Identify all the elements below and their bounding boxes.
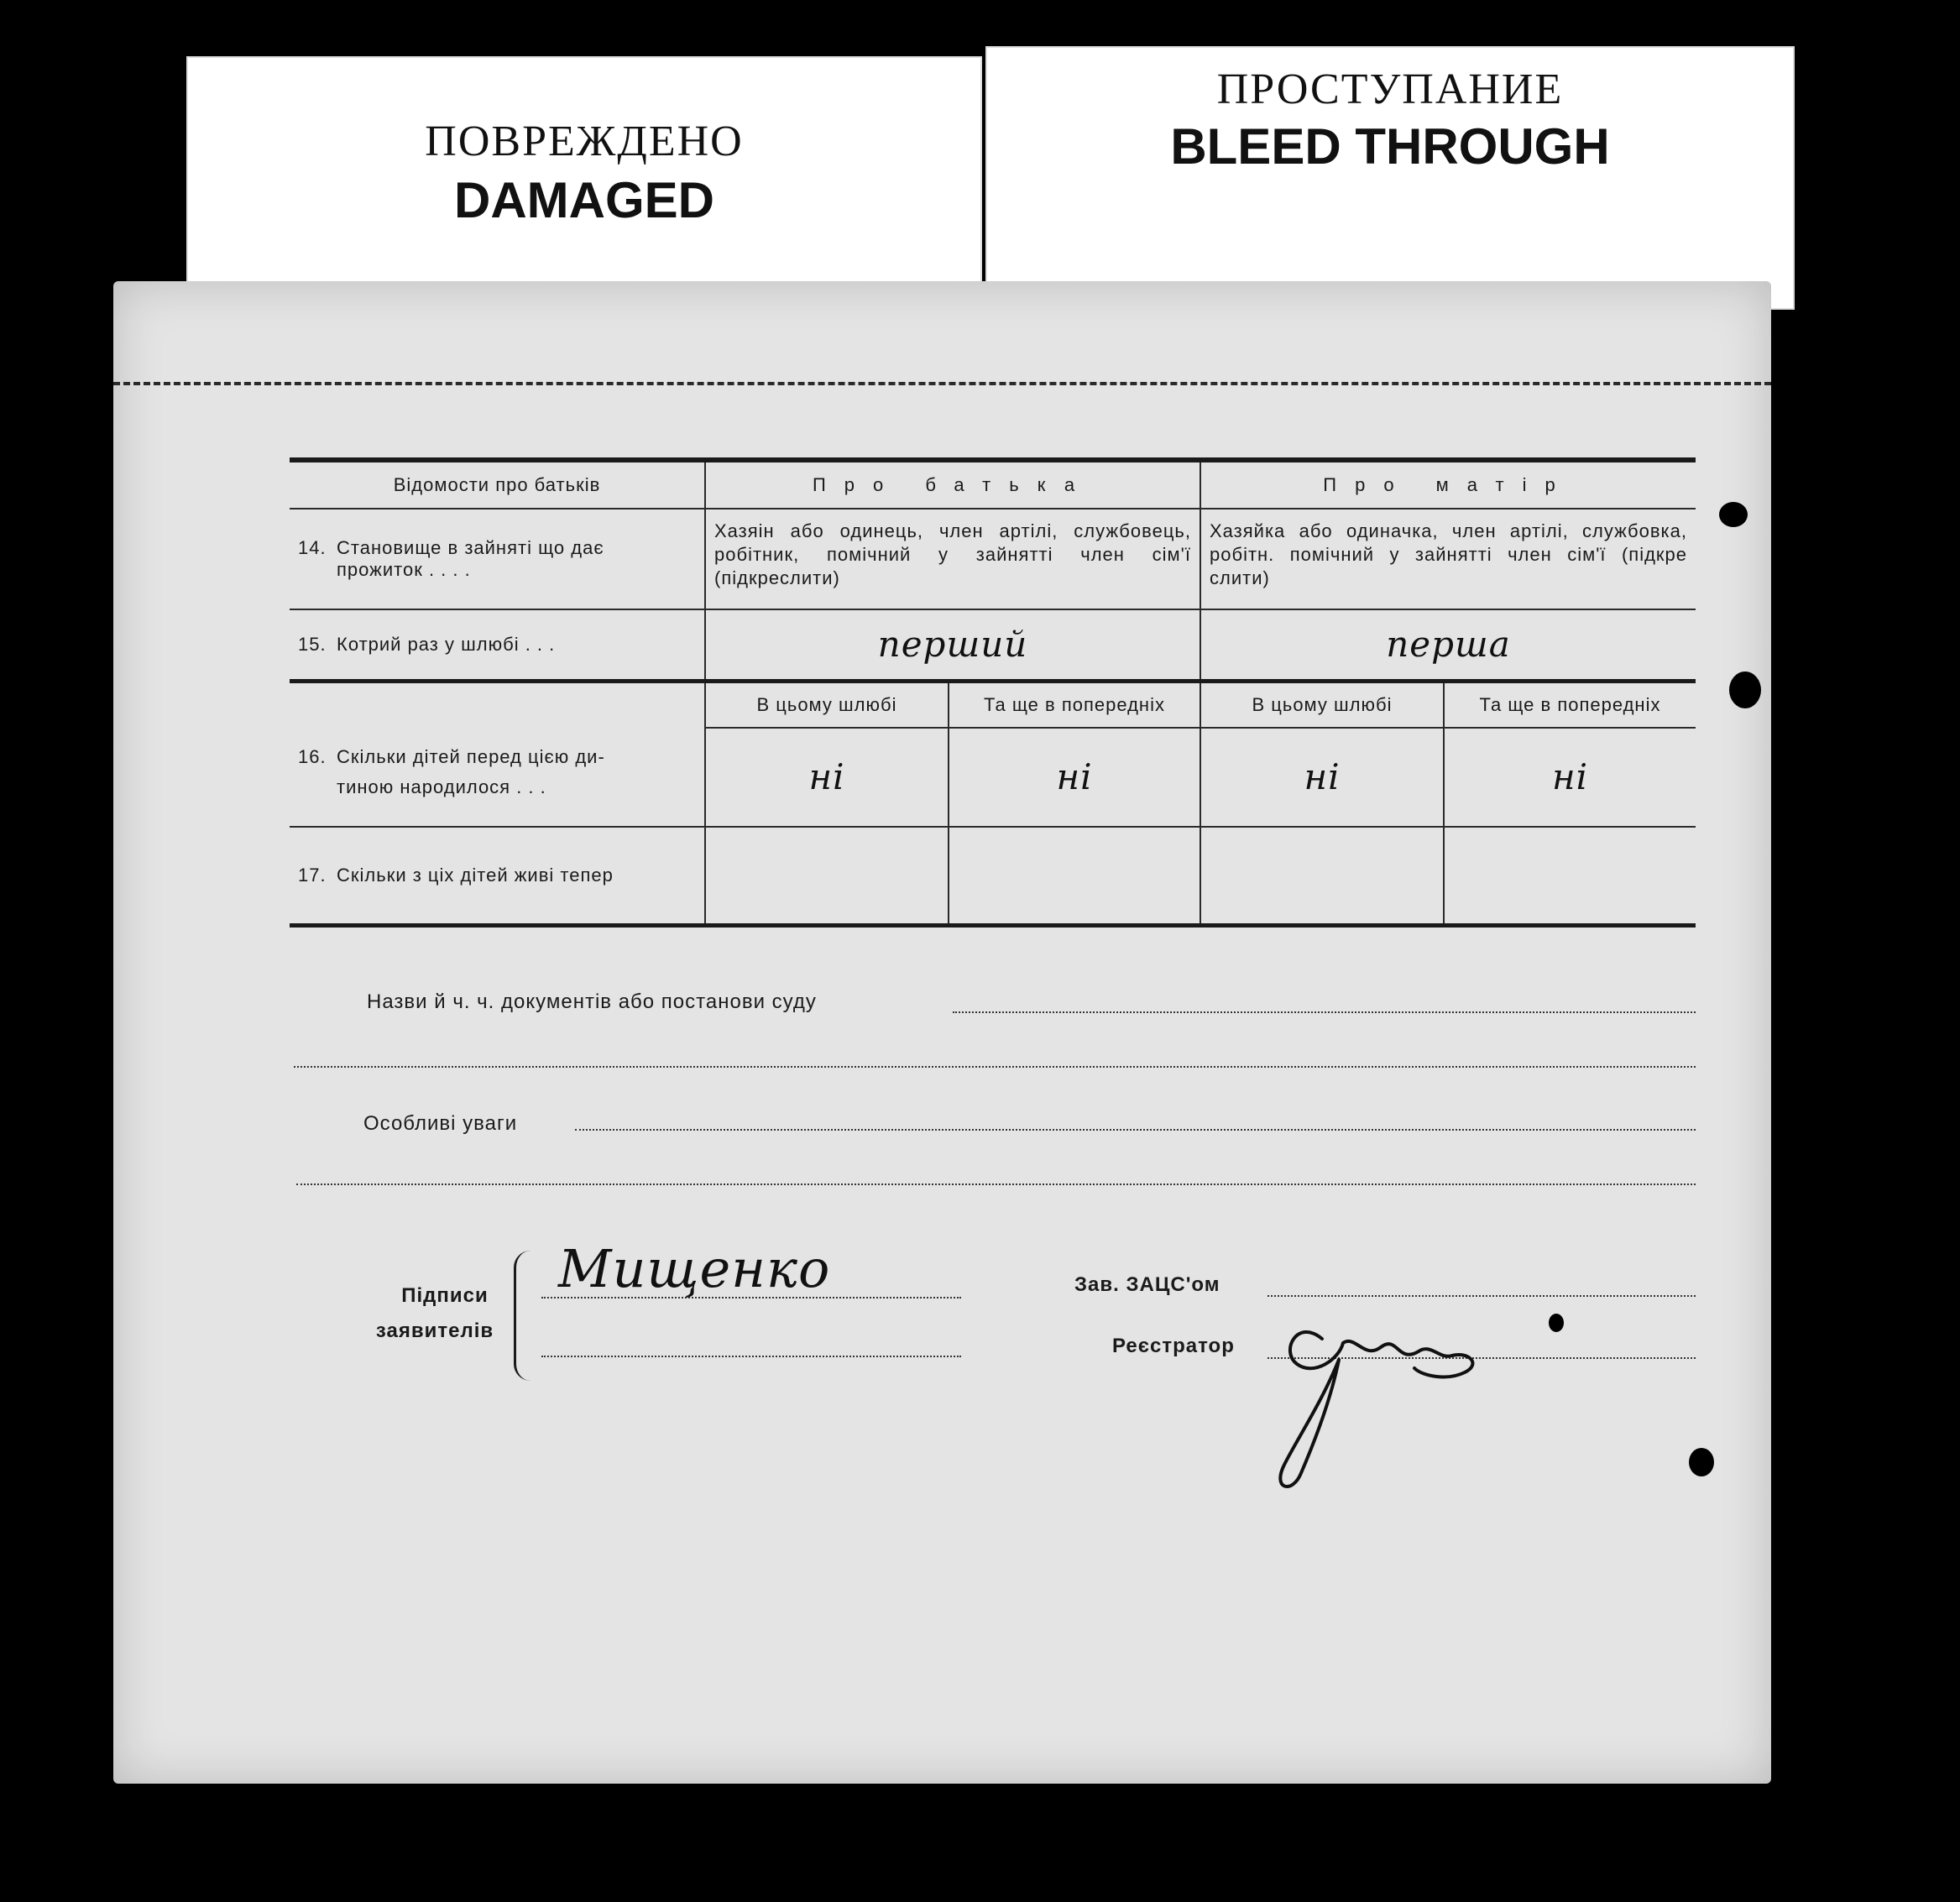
document-sheet [113,281,1771,1784]
documents-dotted-line-2 [294,1066,1696,1068]
row16-father-previous-value: ні [949,728,1200,827]
row14-label-line1: Становище в зайняті що дає [337,537,604,558]
row17-mother-previous-cell [1444,827,1696,926]
row15-label-text: Котрий раз у шлюбі . . . [337,633,556,655]
row17-label [290,827,705,926]
applicant-signature-line-2 [541,1356,961,1357]
table-row-15 [290,609,1696,681]
paper-hole [1729,671,1761,708]
signatures-label-line2: заявителів [375,1319,494,1342]
row17-label-text: Скільки з ціх дітей живі тепер [337,864,614,886]
bleed-label-ru: ПРОСТУПАНИЕ [1216,65,1564,113]
row17-number: 17. [298,864,327,886]
row17-mother-this-cell [1200,827,1444,926]
bleed-label-en: BLEED THROUGH [1170,118,1610,175]
table-header-row [290,460,1696,509]
row14-label [290,509,705,609]
row14-label-line2: прожиток . . . . [337,559,471,580]
paper-hole [1719,502,1748,527]
registrar-signature [1263,1301,1515,1502]
perforation-line [113,382,1771,385]
row16-mother-previous-value: ні [1444,728,1696,827]
bleed-through-tag-card [985,46,1795,310]
row15-mother-value: перша [1200,609,1696,681]
documents-field-label: Назви й ч. ч. документів або постанови суду [367,990,817,1013]
row14-father-options: Хазяін або одинець, член артілі, службовець, робітник, помічний у зайнятті член сім'ї (підкреслити) [705,509,1200,609]
row15-father-value: перший [705,609,1200,681]
registrar-label: Реєстратор [1112,1335,1235,1357]
row15-number: 15. [298,633,327,655]
head-zags-dotted-line [1267,1295,1696,1297]
subheader-mother-previous: Та ще в попередніх [1444,681,1696,728]
remarks-dotted-line-2 [296,1184,1696,1185]
row14-number: 14. [298,537,327,558]
row16-number: 16. [298,745,327,767]
row16-label-line2: тиною народилося . . . [337,776,546,797]
table-row-17 [290,827,1696,926]
row16-father-this-value: ні [705,728,949,827]
table-subheader-row [290,681,1696,728]
row17-father-previous-cell [949,827,1200,926]
subheader-father-this: В цьому шлюбі [705,681,949,728]
remarks-dotted-line [575,1129,1696,1131]
parents-info-table [290,457,1696,927]
header-mother: Про матір [1200,460,1696,509]
paper-hole [1549,1314,1564,1332]
signatures-brace [514,1251,536,1381]
row16-label [290,681,705,827]
signatures-label-line1: Підписи [401,1284,489,1307]
subheader-mother-this: В цьому шлюбі [1200,681,1444,728]
paper-hole [1689,1448,1714,1476]
damaged-tag-card [186,56,982,311]
damaged-label-en: DAMAGED [454,172,714,228]
applicant-signature: Мищенко [558,1238,831,1299]
row16-label-line1: Скільки дітей перед цією ди- [337,745,605,767]
remarks-field-label: Особливі уваги [363,1112,518,1135]
table-row-14 [290,509,1696,609]
row14-mother-options: Хазяйка або одиначка, член артілі, службовка, робітн. помічний у зайнятті член сім'ї (підкре слити) [1200,509,1696,609]
row16-mother-this-value: ні [1200,728,1444,827]
documents-dotted-line [953,1011,1696,1013]
row15-label [290,609,705,681]
row17-father-this-cell [705,827,949,926]
head-zags-label: Зав. ЗАЦС'ом [1074,1273,1220,1296]
header-parents-info: Відомости про батьків [290,460,705,509]
subheader-father-previous: Та ще в попередніх [949,681,1200,728]
damaged-label-ru: ПОВРЕЖДЕНО [425,118,744,165]
header-father: Про батька [705,460,1200,509]
